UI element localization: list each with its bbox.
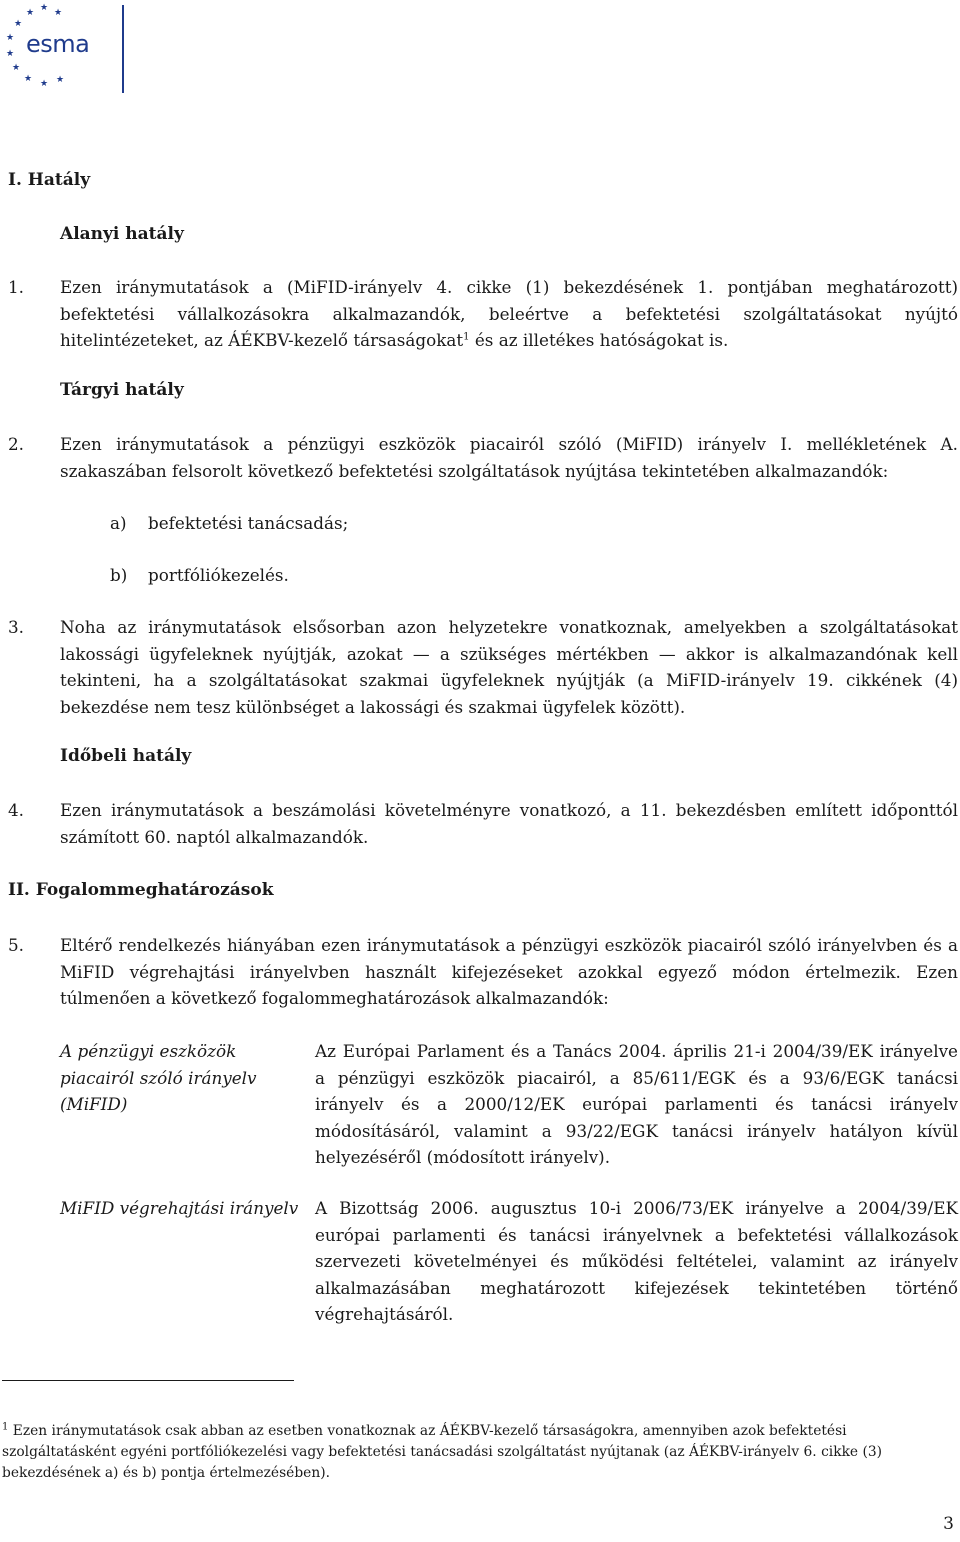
definition-term: A pénzügyi eszközök piacairól szóló irányelv (MiFID) xyxy=(60,1041,257,1114)
paragraph-5: Eltérő rendelkezés hiányában ezen iránymutatások a pénzügyi eszközök piacairól szóló irányelvben és a MiFID végrehajtási irányelvben használt kifejezéseket azokkal egyező módon értelmezik. Ezen túlmenően a következő fogalommeghatározások alkalmazandók: xyxy=(60,935,958,1008)
footnote-separator xyxy=(2,1380,294,1381)
paragraph-1-tail: és az illetékes hatóságokat is. xyxy=(469,330,729,350)
star-icon: ★ xyxy=(56,75,65,85)
star-icon: ★ xyxy=(6,49,15,59)
footnote-marker: 1 xyxy=(2,1421,9,1433)
star-icon: ★ xyxy=(54,8,63,18)
list-item: befektetési tanácsadás; xyxy=(148,513,349,533)
definition-body: Az Európai Parlament és a Tanács 2004. április 21-i 2004/39/EK irányelve a pénzügyi eszközök piacairól, a 85/611/EGK és a 93/6/EGK tanácsi irányelv és a 2000/12/EK európai parlamenti és tanácsi irányelv módosításáról, valamint a 93/22/EGK tanácsi irányelv hatályon kívül helyezéséről (módosított irányelv). xyxy=(315,1041,958,1167)
paragraph-number: 5. xyxy=(8,935,25,955)
footnote-text: Ezen iránymutatások csak abban az esetben vonatkoznak az ÁÉKBV-kezelő társaságokra, amennyiben azok befektetési szolgáltatásként egyéni portfóliókezelési vagy befektetési tanácsadási szolgáltatást nyújtanak (az ÁÉKBV-irányelv 6. cikke (3) bekezdésének a) és b) pontja értelmezésében). xyxy=(2,1423,883,1481)
logo-text: esma xyxy=(26,30,90,58)
star-icon: ★ xyxy=(14,19,23,29)
paragraph-number: 2. xyxy=(8,434,25,454)
star-icon: ★ xyxy=(6,33,15,43)
subheading-targyi-hataly: Tárgyi hatály xyxy=(60,380,184,400)
subheading-alanyi-hataly: Alanyi hatály xyxy=(60,224,184,244)
paragraph-4: Ezen iránymutatások a beszámolási követelményre vonatkozó, a 11. bekezdésben említett időponttól számított 60. naptól alkalmazandók. xyxy=(60,800,958,847)
paragraph-number: 1. xyxy=(8,277,25,297)
star-icon: ★ xyxy=(24,74,33,84)
paragraph-3: Noha az iránymutatások elsősorban azon helyzetekre vonatkoznak, amelyekben a szolgáltatásokat lakossági ügyfeleknek nyújtják, azokat — a szükséges mértékben — akkor is alkalmazandónak kell tekinteni, ha a szolgáltatásokat szakmai ügyfeleknek nyújtják (a MiFID-irányelv 19. cikkének (4) bekezdése nem tesz különbséget a lakossági és szakmai ügyfelek között). xyxy=(60,617,958,717)
paragraph-2: Ezen iránymutatások a pénzügyi eszközök piacairól szóló (MiFID) irányelv I. mellékletének A. szakaszában felsorolt következő befektetési szolgáltatások nyújtása tekintetében alkalmazandók: xyxy=(60,434,958,481)
list-item-marker: a) xyxy=(110,513,127,533)
footnote xyxy=(2,1421,902,1484)
subheading-idobeli-hataly: Időbeli hatály xyxy=(60,746,192,766)
logo-divider xyxy=(122,5,124,93)
star-icon: ★ xyxy=(26,8,35,18)
section-title-fogalommeghatarozasok: II. Fogalommeghatározások xyxy=(8,880,274,900)
star-icon: ★ xyxy=(40,79,49,89)
paragraph-number: 3. xyxy=(8,617,25,637)
star-icon: ★ xyxy=(40,3,49,13)
definition-term: MiFID végrehajtási irányelv xyxy=(60,1198,299,1218)
star-icon: ★ xyxy=(12,63,21,73)
paragraph-number: 4. xyxy=(8,800,25,820)
paragraph-1-text: Ezen iránymutatások a (MiFID-irányelv 4. cikke (1) bekezdésének 1. pontjában meghatározott) befektetési vállalkozásokra alkalmazandók, beleértve a befektetési szolgáltatásokat nyújtó hitelintézeteket, az ÁÉKBV-kezelő társaságokat xyxy=(60,277,958,350)
footnote-ref[interactable]: 1 xyxy=(463,331,470,343)
page-number: 3 xyxy=(943,1514,954,1534)
section-title-hataly: I. Hatály xyxy=(8,170,91,190)
list-item: portfóliókezelés. xyxy=(148,565,289,585)
list-item-marker: b) xyxy=(110,565,128,585)
paragraph-1 xyxy=(60,274,958,354)
esma-logo xyxy=(0,0,130,100)
definition-body: A Bizottság 2006. augusztus 10-i 2006/73/EK irányelve a 2004/39/EK európai parlamenti és tanácsi irányelvnek a befektetési vállalkozások szervezeti követelményei és működési feltételei, valamint az irányelv alkalmazásában meghatározott kifejezések tekintetében történő végrehajtásáról. xyxy=(315,1198,958,1324)
